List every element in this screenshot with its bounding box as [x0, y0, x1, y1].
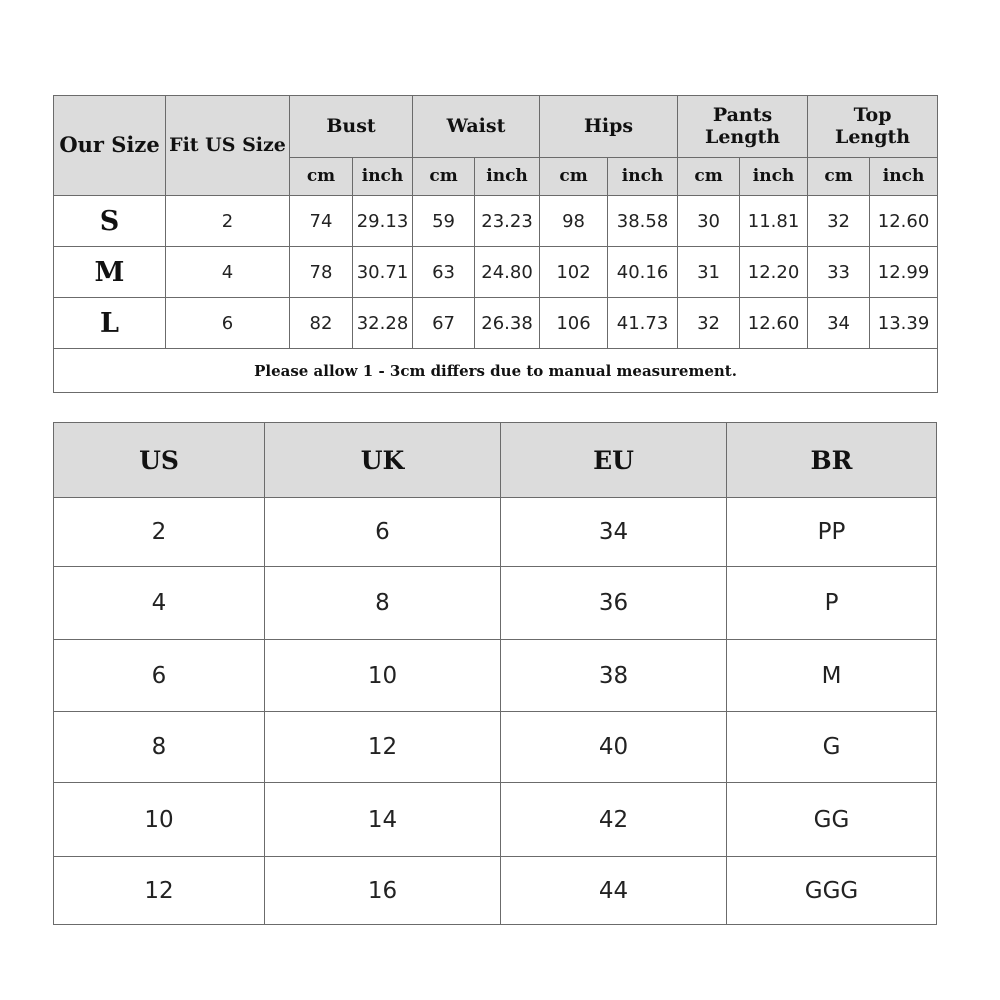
- unit-top-cm: cm: [808, 158, 870, 196]
- eu-cell: 38: [501, 640, 727, 712]
- br-cell: GGG: [727, 857, 937, 925]
- unit-waist-inch: inch: [475, 158, 540, 196]
- eu-cell: 36: [501, 567, 727, 640]
- uk-cell: 8: [265, 567, 501, 640]
- hips-inch-cell: 41.73: [608, 298, 678, 349]
- unit-waist-cm: cm: [413, 158, 475, 196]
- header-hips: Hips: [540, 96, 678, 158]
- pants-cm-cell: 32: [678, 298, 740, 349]
- hips-cm-cell: 98: [540, 196, 608, 247]
- header-pants-length-line1: Pants: [712, 103, 773, 126]
- unit-hips-cm: cm: [540, 158, 608, 196]
- us-size-cell: 6: [166, 298, 290, 349]
- br-cell: GG: [727, 783, 937, 857]
- table-row: [54, 783, 937, 857]
- uk-cell: 6: [265, 498, 501, 567]
- table-row: [54, 196, 938, 247]
- header-eu: EU: [501, 423, 727, 498]
- bust-inch-cell: 29.13: [353, 196, 413, 247]
- size-label: M: [54, 247, 166, 298]
- bust-cm-cell: 74: [290, 196, 353, 247]
- top-cm-cell: 32: [808, 196, 870, 247]
- br-cell: P: [727, 567, 937, 640]
- eu-cell: 34: [501, 498, 727, 567]
- hips-cm-cell: 106: [540, 298, 608, 349]
- us-cell: 10: [54, 783, 265, 857]
- eu-cell: 42: [501, 783, 727, 857]
- table-row: [54, 298, 938, 349]
- table-row: [54, 247, 938, 298]
- size-label: L: [54, 298, 166, 349]
- pants-inch-cell: 11.81: [740, 196, 808, 247]
- unit-top-inch: inch: [870, 158, 938, 196]
- header-fit-us-size: Fit US Size: [166, 96, 290, 196]
- bust-cm-cell: 82: [290, 298, 353, 349]
- header-us: US: [54, 423, 265, 498]
- unit-pants-cm: cm: [678, 158, 740, 196]
- hips-inch-cell: 40.16: [608, 247, 678, 298]
- size-measurement-table: [53, 95, 938, 393]
- table-row: [54, 857, 937, 925]
- header-top-length-line2: Length: [834, 125, 911, 148]
- uk-cell: 16: [265, 857, 501, 925]
- bust-cm-cell: 78: [290, 247, 353, 298]
- header-uk: UK: [265, 423, 501, 498]
- header-pants-length-line2: Length: [704, 125, 781, 148]
- eu-cell: 40: [501, 712, 727, 783]
- br-cell: PP: [727, 498, 937, 567]
- bust-inch-cell: 30.71: [353, 247, 413, 298]
- us-cell: 12: [54, 857, 265, 925]
- header-top-length: [808, 96, 938, 158]
- waist-cm-cell: 63: [413, 247, 475, 298]
- header-pants-length: [678, 96, 808, 158]
- unit-hips-inch: inch: [608, 158, 678, 196]
- table-row: [54, 640, 937, 712]
- uk-cell: 12: [265, 712, 501, 783]
- us-size-cell: 2: [166, 196, 290, 247]
- br-cell: G: [727, 712, 937, 783]
- size-label: S: [54, 196, 166, 247]
- us-cell: 6: [54, 640, 265, 712]
- us-cell: 4: [54, 567, 265, 640]
- uk-cell: 14: [265, 783, 501, 857]
- top-cm-cell: 34: [808, 298, 870, 349]
- header-top-length-line1: Top: [853, 103, 892, 126]
- pants-cm-cell: 31: [678, 247, 740, 298]
- table-row: [54, 712, 937, 783]
- pants-inch-cell: 12.60: [740, 298, 808, 349]
- header-our-size: Our Size: [54, 96, 166, 196]
- table-row: [54, 498, 937, 567]
- pants-inch-cell: 12.20: [740, 247, 808, 298]
- hips-cm-cell: 102: [540, 247, 608, 298]
- header-bust: Bust: [290, 96, 413, 158]
- header-waist: Waist: [413, 96, 540, 158]
- unit-pants-inch: inch: [740, 158, 808, 196]
- size-conversion-table: [53, 422, 937, 925]
- top-inch-cell: 12.99: [870, 247, 938, 298]
- uk-cell: 10: [265, 640, 501, 712]
- waist-cm-cell: 59: [413, 196, 475, 247]
- top-inch-cell: 13.39: [870, 298, 938, 349]
- us-cell: 2: [54, 498, 265, 567]
- waist-cm-cell: 67: [413, 298, 475, 349]
- top-cm-cell: 33: [808, 247, 870, 298]
- waist-inch-cell: 23.23: [475, 196, 540, 247]
- top-inch-cell: 12.60: [870, 196, 938, 247]
- header-br: BR: [727, 423, 937, 498]
- table-row: [54, 567, 937, 640]
- eu-cell: 44: [501, 857, 727, 925]
- us-size-cell: 4: [166, 247, 290, 298]
- br-cell: M: [727, 640, 937, 712]
- bust-inch-cell: 32.28: [353, 298, 413, 349]
- pants-cm-cell: 30: [678, 196, 740, 247]
- waist-inch-cell: 26.38: [475, 298, 540, 349]
- unit-bust-inch: inch: [353, 158, 413, 196]
- waist-inch-cell: 24.80: [475, 247, 540, 298]
- unit-bust-cm: cm: [290, 158, 353, 196]
- hips-inch-cell: 38.58: [608, 196, 678, 247]
- measurement-note: Please allow 1 - 3cm differs due to manual measurement.: [54, 349, 938, 393]
- us-cell: 8: [54, 712, 265, 783]
